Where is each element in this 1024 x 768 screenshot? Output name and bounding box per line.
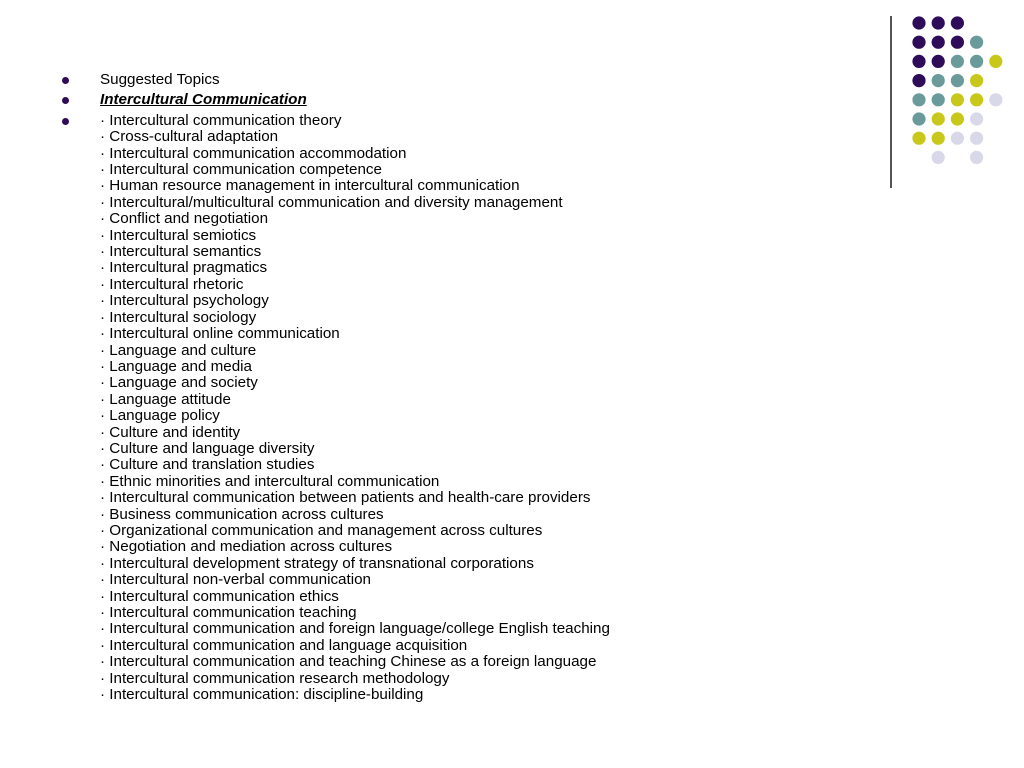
decorative-dot [932, 151, 945, 164]
bullet-dot [62, 77, 69, 84]
decorative-dot [970, 74, 983, 87]
decorative-dot [912, 112, 925, 125]
decorative-dot [989, 55, 1002, 68]
decorative-dot [932, 112, 945, 125]
topic-item: · Intercultural semiotics [100, 226, 257, 244]
decorative-dot [951, 55, 964, 68]
decorative-dot [951, 112, 964, 125]
topic-list [100, 113, 610, 704]
decorative-dot [912, 93, 925, 106]
decorative-dot [951, 74, 964, 87]
decorative-dot [932, 93, 945, 106]
topic-item: · Intercultural communication and foreign language/college English teaching [100, 620, 610, 638]
topic-item: · Cross-cultural adaptation [100, 128, 279, 146]
topic-item: · Intercultural communication competence [100, 161, 382, 179]
decorative-dot [932, 36, 945, 49]
topic-item: · Intercultural pragmatics [100, 259, 268, 277]
topic-item: · Culture and language diversity [100, 439, 315, 457]
topic-item: · Intercultural development strategy of transnational corporations [100, 554, 534, 572]
suggested-topics-label: Suggested Topics [100, 71, 220, 88]
topic-item: · Intercultural psychology [100, 292, 269, 310]
topic-item: · Negotiation and mediation across cultures [100, 538, 393, 556]
topic-item: · Intercultural communication theory [100, 111, 342, 129]
decorative-dot [951, 16, 964, 29]
slide-content [60, 72, 860, 707]
bullet-dot [62, 97, 69, 104]
topic-item: · Language and culture [100, 341, 257, 359]
decorative-dot [970, 93, 983, 106]
topic-item: · Intercultural communication teaching [100, 604, 357, 621]
decorative-dot [932, 74, 945, 87]
topic-item: · Business communication across cultures [100, 505, 384, 523]
topic-item: · Intercultural communication between patients and health-care providers [100, 489, 591, 507]
intercultural-communication-heading: Intercultural Communication [100, 91, 307, 109]
bullet-dot [62, 118, 69, 125]
decorative-dot [951, 36, 964, 49]
bullet-item-heading [60, 92, 860, 108]
topic-item: · Language and media [100, 357, 252, 375]
decorative-dot [970, 36, 983, 49]
topic-item: · Intercultural communication research methodology [100, 669, 450, 687]
decorative-dot [951, 93, 964, 106]
decorative-dot [951, 132, 964, 145]
decorative-dot [912, 36, 925, 49]
topic-item: · Intercultural rhetoric [100, 275, 244, 293]
decorative-dot [932, 55, 945, 68]
topic-item: · Intercultural communication accommodation [100, 144, 407, 162]
topic-item: · Organizational communication and management across cultures [100, 521, 543, 539]
topic-item: · Intercultural/multicultural communication and diversity management [100, 193, 563, 211]
topic-item: · Language and society [100, 374, 258, 392]
bullet-item-topic-list [60, 113, 860, 704]
decorative-dot [912, 16, 925, 29]
topic-item: · Culture and identity [100, 423, 241, 441]
bullet-item-suggested-topics [60, 72, 860, 88]
decorative-dot [912, 74, 925, 87]
decorative-dot [912, 55, 925, 68]
topic-item: · Language policy [100, 407, 220, 425]
decorative-dot [970, 132, 983, 145]
topic-item: · Intercultural communication and teaching Chinese as a foreign language [100, 653, 597, 671]
topic-item: · Intercultural communication: discipline-building [100, 686, 424, 704]
decorative-dot [970, 112, 983, 125]
topic-item: · Intercultural communication ethics [100, 587, 339, 605]
topic-item: · Conflict and negotiation [100, 210, 269, 228]
topic-item: · Intercultural online communication [100, 325, 340, 343]
topic-item: · Intercultural non-verbal communication [100, 571, 371, 589]
topic-item: · Human resource management in intercultural communication [100, 177, 520, 195]
decorative-dot [970, 151, 983, 164]
decorative-dot [932, 16, 945, 29]
decorative-dot [970, 55, 983, 68]
vertical-divider-line [890, 16, 892, 188]
topic-item: · Ethnic minorities and intercultural communication [100, 472, 440, 490]
topic-item: · Culture and translation studies [100, 456, 315, 474]
topic-item: · Intercultural semantics [100, 243, 262, 261]
topic-item: · Language attitude [100, 390, 231, 408]
decorative-dot [989, 93, 1002, 106]
topic-item: · Intercultural sociology [100, 308, 257, 326]
decorative-dot [932, 132, 945, 145]
topic-item: · Intercultural communication and language acquisition [100, 636, 468, 654]
decorative-dot [912, 132, 925, 145]
